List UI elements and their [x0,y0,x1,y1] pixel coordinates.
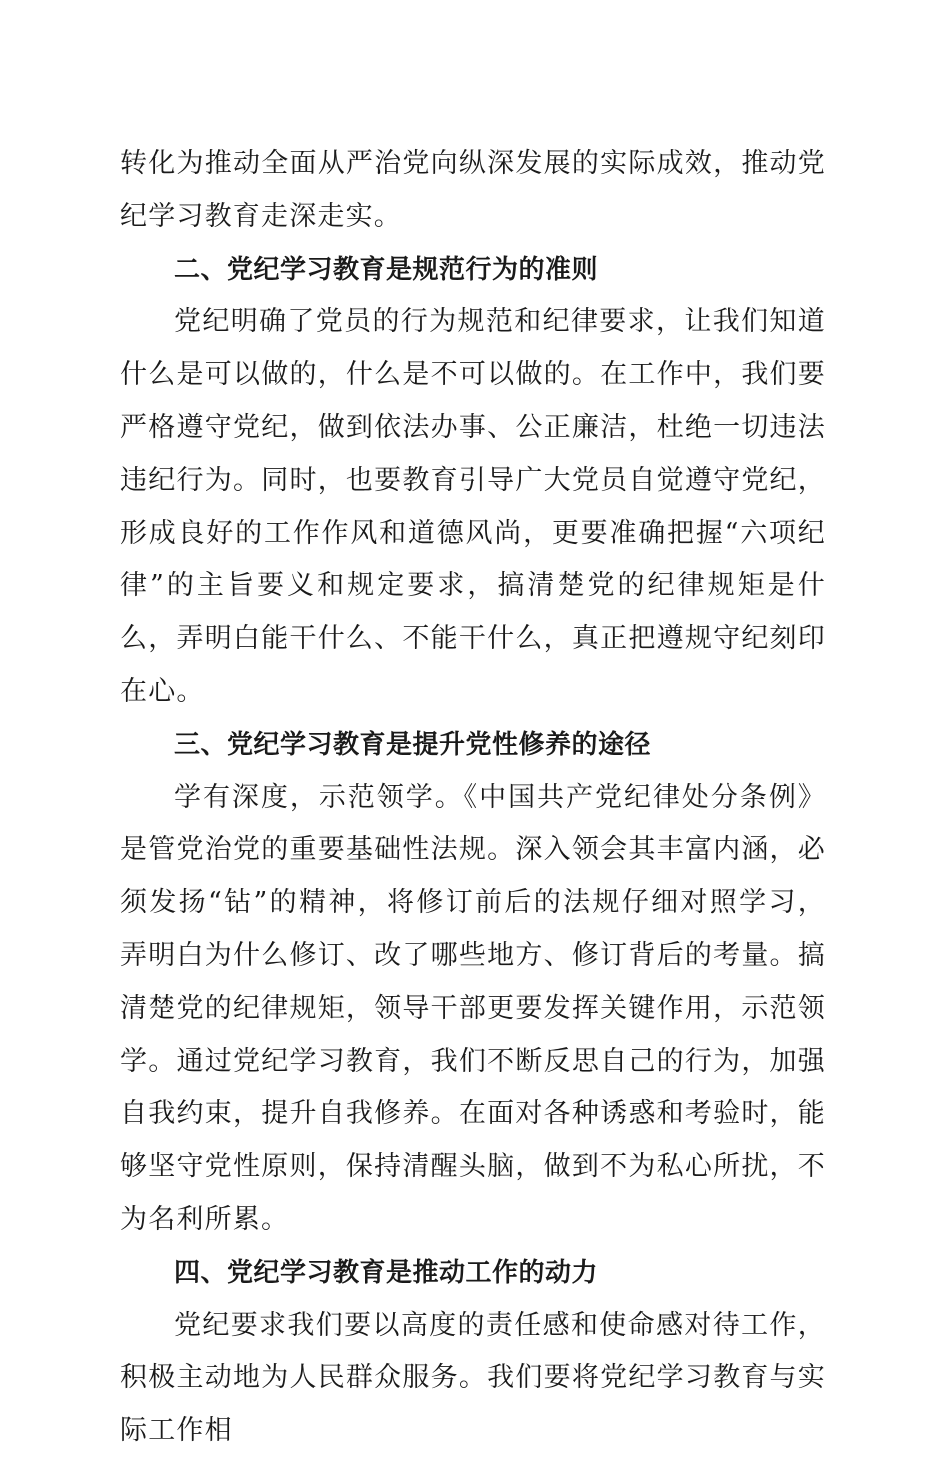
section-3-paragraph: 学有深度，示范领学。《中国共产党纪律处分条例》是管党治党的重要基础性法规。深入领会其丰富内涵，必须发扬“钻”的精神，将修订前后的法规仔细对照学习，弄明白为什么修订、改了哪些地方、修订背后的考量。搞清楚党的纪律规矩，领导干部更要发挥关键作用，示范领学。通过党纪学习教育，我们不断反思自己的行为，加强自我约束，提升自我修养。在面对各种诱惑和考验时，能够坚守党性原则，保持清醒头脑，做到不为私心所扰，不为名利所累。 [120,781,826,1235]
section-2-paragraph: 党纪明确了党员的行为规范和纪律要求，让我们知道什么是可以做的，什么是不可以做的。在工作中，我们要严格遵守党纪，做到依法办事、公正廉洁，杜绝一切违法违纪行为。同时，也要教育引导广大党员自觉遵守党纪，形成良好的工作作风和道德风尚，更要准确把握“六项纪律”的主旨要义和规定要求，搞清楚党的纪律规矩是什么，弄明白能干什么、不能干什么，真正把遵规守纪刻印在心。 [120,306,826,707]
section-2-heading: 二、党纪学习教育是规范行为的准则 [174,254,599,285]
document-page [120,138,826,1458]
section-3-heading: 三、党纪学习教育是提升党性修养的途径 [174,729,652,760]
section-4-paragraph: 党纪要求我们要以高度的责任感和使命感对待工作，积极主动地为人民群众服务。我们要将党纪学习教育与实际工作相 [120,1309,826,1447]
intro-paragraph: 转化为推动全面从严治党向纵深发展的实际成效，推动党纪学习教育走深走实。 [120,148,826,232]
section-4-heading: 四、党纪学习教育是推动工作的动力 [174,1257,599,1288]
